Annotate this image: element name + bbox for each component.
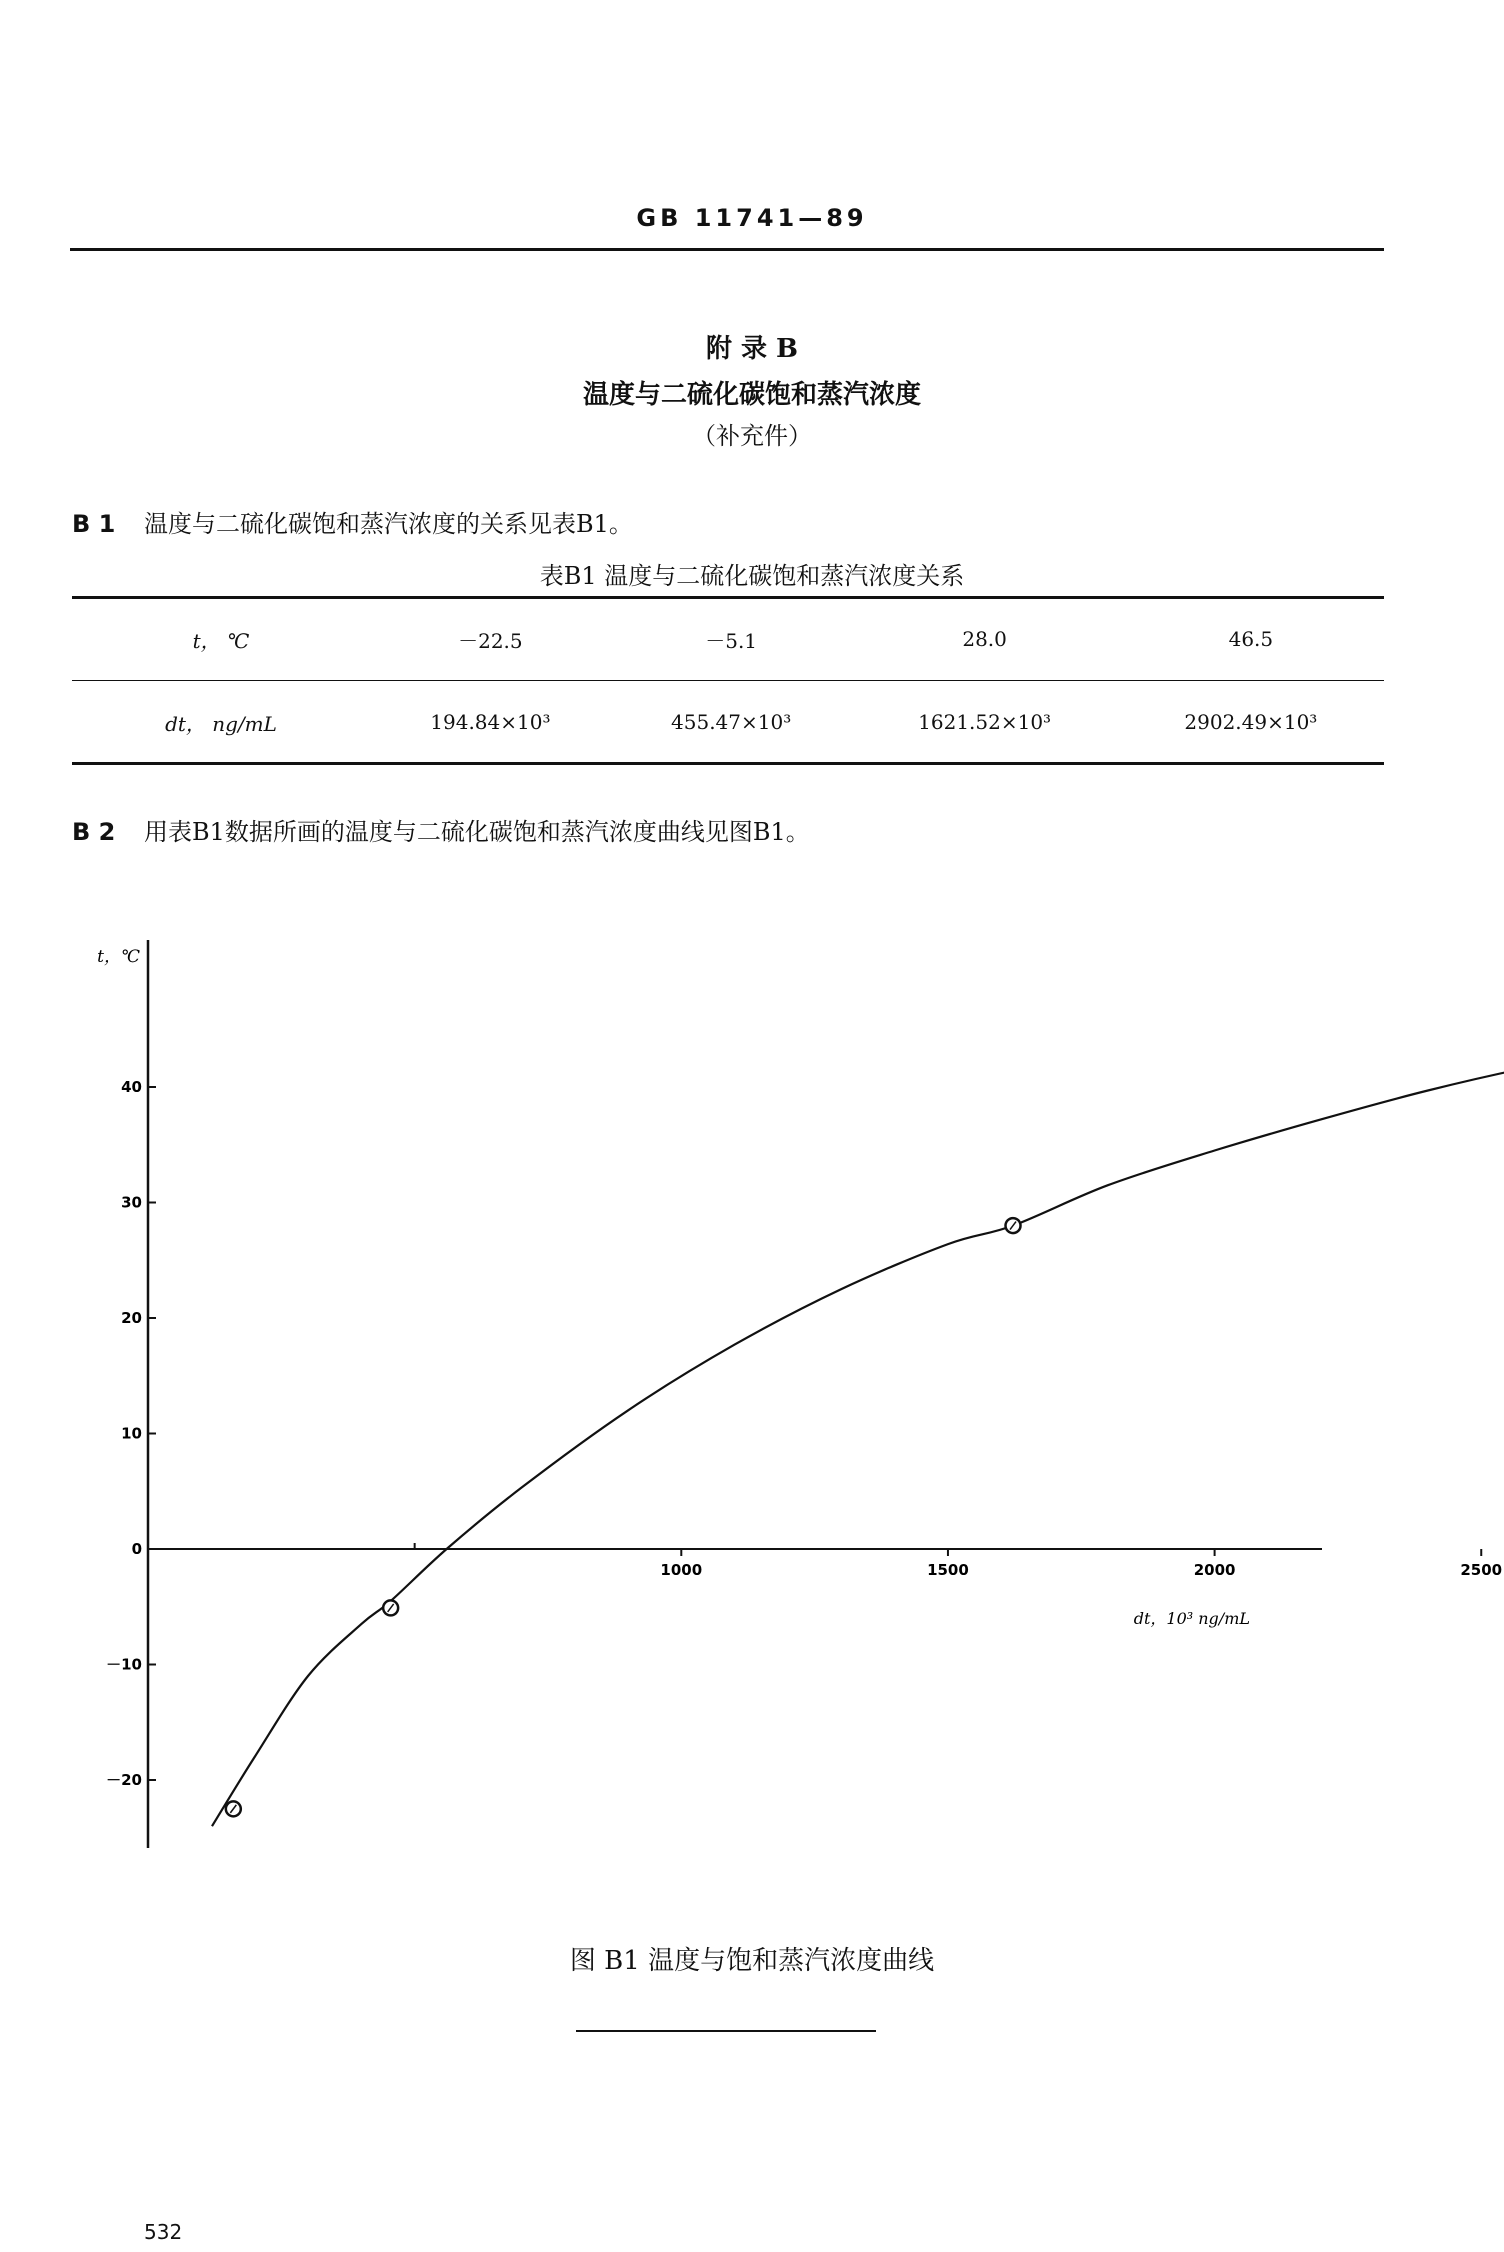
x-axis-label: dt，10³ ng/mL [1133,1609,1250,1628]
temperature-concentration-chart [70,930,1503,1860]
table-caption: 表B1 温度与二硫化碳饱和蒸汽浓度关系 [539,562,965,590]
header-rule [70,248,1384,251]
table-cell: 2902.49×10³ [1184,710,1318,734]
y-tick-label: －10 [106,1655,142,1674]
y-tick-label: －20 [106,1771,142,1789]
table-cell: 28.0 [852,598,1118,681]
x-tick-label: 2500 [1460,1561,1503,1579]
table-bottom-rule [72,762,1384,765]
section-number: B 1 [72,510,116,538]
table-row [72,598,1384,681]
row-header-temperature: t， ℃ [72,598,370,681]
appendix-title: 附 录 B [705,334,799,364]
table-cell: 1621.52×10³ [918,710,1052,734]
table-cell: 46.5 [1118,598,1384,681]
section-b2 [72,812,810,847]
table-row [72,681,1384,764]
x-tick-label: 1500 [927,1561,969,1579]
y-tick-label: 20 [121,1309,142,1327]
standard-code-header: GB 11741—89 [636,204,868,232]
section-number: B 2 [72,818,116,846]
appendix-note: （补充件） [692,422,812,450]
table-cell: 194.84×10³ [430,710,551,734]
x-tick-label: 2000 [1193,1561,1236,1579]
data-table [72,598,1384,763]
table-cell: －22.5 [370,598,611,681]
x-tick-label: 1000 [660,1561,703,1579]
section-text: 温度与二硫化碳饱和蒸汽浓度的关系见表B1。 [144,510,633,538]
y-tick-label: 40 [121,1078,142,1096]
y-axis-label: t，℃ [97,947,140,967]
row-header-concentration: dt， ng/mL [165,711,277,736]
section-b1 [72,504,633,539]
table-cell: 455.47×10³ [671,710,792,734]
figure-caption: 图 B1 温度与饱和蒸汽浓度曲线 [569,1946,935,1976]
y-tick-label: 10 [121,1424,142,1443]
page-number: 532 [144,2220,183,2244]
y-tick-label: 30 [121,1193,142,1212]
table-cell: －5.1 [611,598,852,681]
section-text: 用表B1数据所画的温度与二硫化碳饱和蒸汽浓度曲线见图B1。 [144,818,810,846]
series-curve [212,1024,1504,1827]
end-rule [576,2030,876,2032]
y-tick-label: 0 [131,1540,142,1558]
appendix-subtitle: 温度与二硫化碳饱和蒸汽浓度 [582,380,921,410]
